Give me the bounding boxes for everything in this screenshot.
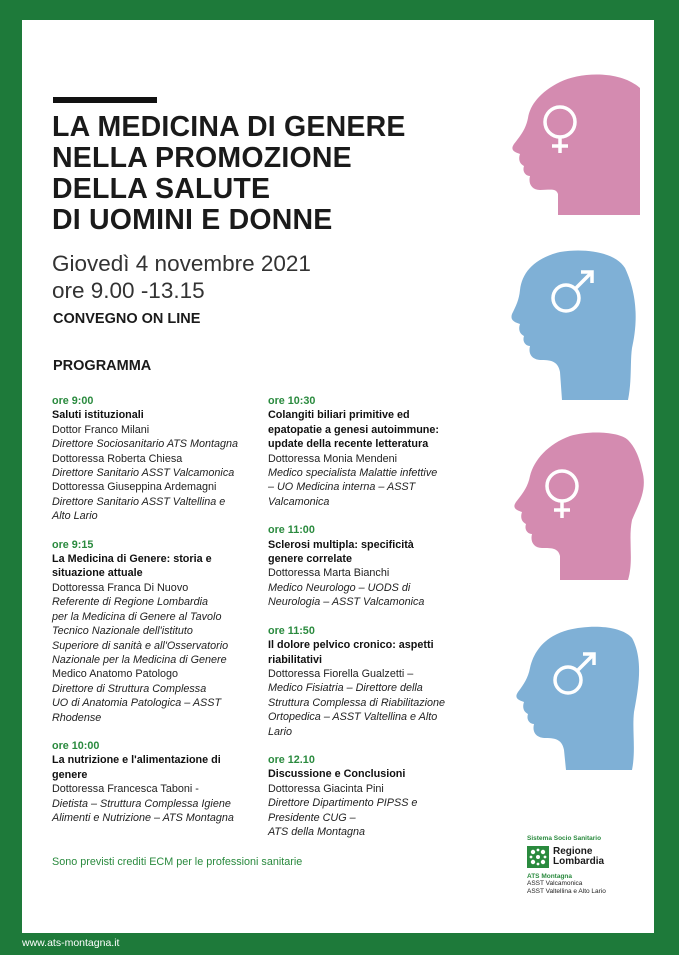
logo-asst-1: ASST Valcamonica: [527, 880, 583, 887]
speaker-role: – UO Medicina interna – ASST: [268, 481, 416, 494]
session-title: La Medicina di Genere: storia e: [52, 553, 212, 566]
speaker-role: Struttura Complessa di Riabilitazione: [268, 696, 446, 709]
session-title: situazione attuale: [52, 567, 143, 580]
speaker-role: Referente di Regione Lombardia: [52, 596, 209, 609]
session-title: genere: [52, 768, 88, 781]
session-title: Colangiti biliari primitive ed: [268, 409, 410, 422]
session-title: Il dolore pelvico cronico: aspetti: [268, 639, 434, 652]
speaker-role: Presidente CUG –: [268, 811, 356, 824]
title-line: LA MEDICINA DI GENERE: [52, 111, 406, 143]
speaker-role: Ortopedica – ASST Valtellina e Alto: [268, 711, 438, 724]
speaker-role: Rhodense: [52, 711, 102, 724]
rosa-camuna-icon: [527, 846, 549, 868]
speaker-name: Dottoressa Giuseppina Ardemagni: [52, 481, 217, 494]
speaker-role: Lario: [268, 725, 293, 738]
time-line: ore 9.00 -13.15: [52, 278, 205, 303]
speaker-role: Medico Fisiatria – Direttore della: [268, 682, 423, 695]
speaker-role: Nazionale per la Medicina di Genere: [52, 653, 227, 666]
convegno-label: CONVEGNO ON LINE: [53, 311, 201, 327]
speaker-name: Dottoressa Roberta Chiesa: [52, 452, 183, 465]
speaker-role: Direttore Sanitario ASST Valcamonica: [52, 467, 235, 480]
logo-lombardia: Lombardia: [553, 856, 605, 867]
session-title: update della recente letteratura: [268, 438, 429, 451]
logo-system-label: Sistema Socio Sanitario: [527, 835, 602, 842]
session-title: epatopatie a genesi autoimmune:: [268, 423, 439, 436]
speaker-role: Direttore Sanitario ASST Valtellina e: [52, 495, 226, 508]
speaker-role: Neurologia – ASST Valcamonica: [268, 596, 425, 609]
session-title: Saluti istituzionali: [52, 409, 144, 422]
speaker-role: Medico Neurologo – UODS di: [268, 581, 411, 594]
logo-ats: ATS Montagna: [527, 873, 573, 880]
speaker-name: Dottoressa Marta Bianchi: [268, 567, 390, 580]
speaker-role: Direttore Sociosanitario ATS Montagna: [52, 438, 239, 451]
logo-regione: Regione: [553, 846, 593, 857]
speaker-name: Dottor Franco Milani: [52, 423, 150, 436]
speaker-role: Dietista – Struttura Complessa Igiene: [52, 797, 231, 810]
session-time: ore 9:00: [52, 395, 94, 407]
session-time: ore 9:15: [52, 538, 94, 551]
ecm-credits-note: Sono previsti crediti ECM per le professioni sanitarie: [52, 856, 303, 868]
speaker-role: Alto Lario: [52, 510, 98, 523]
speaker-name: Dottoressa Monia Mendeni: [268, 452, 398, 465]
session-title: genere correlate: [268, 553, 353, 566]
speaker-role: Alimenti e Nutrizione – ATS Montagna: [52, 811, 234, 824]
female-ponytail-head-icon: [514, 433, 643, 580]
speaker-role: Direttore Dipartimento PIPSS e: [268, 797, 418, 810]
logo-row: [527, 846, 637, 868]
regione-lombardia-logo: [527, 835, 637, 896]
speaker-role: Medico specialista Malattie infettive: [268, 467, 438, 480]
session-time: ore 10:00: [52, 739, 100, 752]
title-line: NELLA PROMOZIONE: [52, 142, 352, 174]
speaker-role: per la Medicina di Genere al Tavolo: [52, 610, 222, 623]
speaker-name: Dottoressa Franca Di Nuovo: [52, 581, 189, 594]
speaker-role: Valcamonica: [268, 495, 330, 508]
logo-asst-2: ASST Valtellina e Alto Lario: [527, 888, 606, 895]
session-time: ore 12.10: [268, 753, 315, 766]
speaker-name: Dottoressa Francesca Taboni -: [52, 783, 199, 796]
date-line: Giovedì 4 novembre 2021: [52, 251, 311, 276]
speaker-role: UO di Anatomia Patologica – ASST: [52, 697, 222, 710]
session-time: ore 11:00: [268, 524, 315, 537]
speaker-role: Direttore di Struttura Complessa: [52, 682, 207, 695]
session-title: riabilitativi: [268, 653, 323, 666]
speaker-name: Dottoressa Giacinta Pini: [268, 782, 384, 795]
website-link[interactable]: www.ats-montagna.it: [22, 937, 120, 949]
speaker-role: ATS della Montagna: [268, 825, 366, 838]
speaker-role: Tecnico Nazionale dell'istituto: [52, 625, 193, 638]
session-title: Sclerosi multipla: specificità: [268, 538, 414, 551]
speaker-role: Superiore di sanità e all'Osservatorio: [52, 639, 229, 652]
speaker-name: Dottoressa Fiorella Gualzetti –: [268, 667, 414, 680]
session-time: ore 11:50: [268, 624, 315, 637]
title-line: DI UOMINI E DONNE: [52, 204, 333, 236]
title-line: DELLA SALUTE: [52, 173, 271, 205]
male-head-icon: [511, 251, 635, 400]
session-title: La nutrizione e l'alimentazione di: [52, 754, 221, 767]
session-time: ore 10:30: [268, 395, 316, 407]
programma-heading: PROGRAMMA: [53, 358, 152, 374]
female-head-icon: [512, 74, 640, 215]
session-title: Discussione e Conclusioni: [268, 768, 406, 781]
male-head-icon: [516, 627, 639, 770]
speaker-name: Medico Anatomo Patologo: [52, 668, 179, 681]
